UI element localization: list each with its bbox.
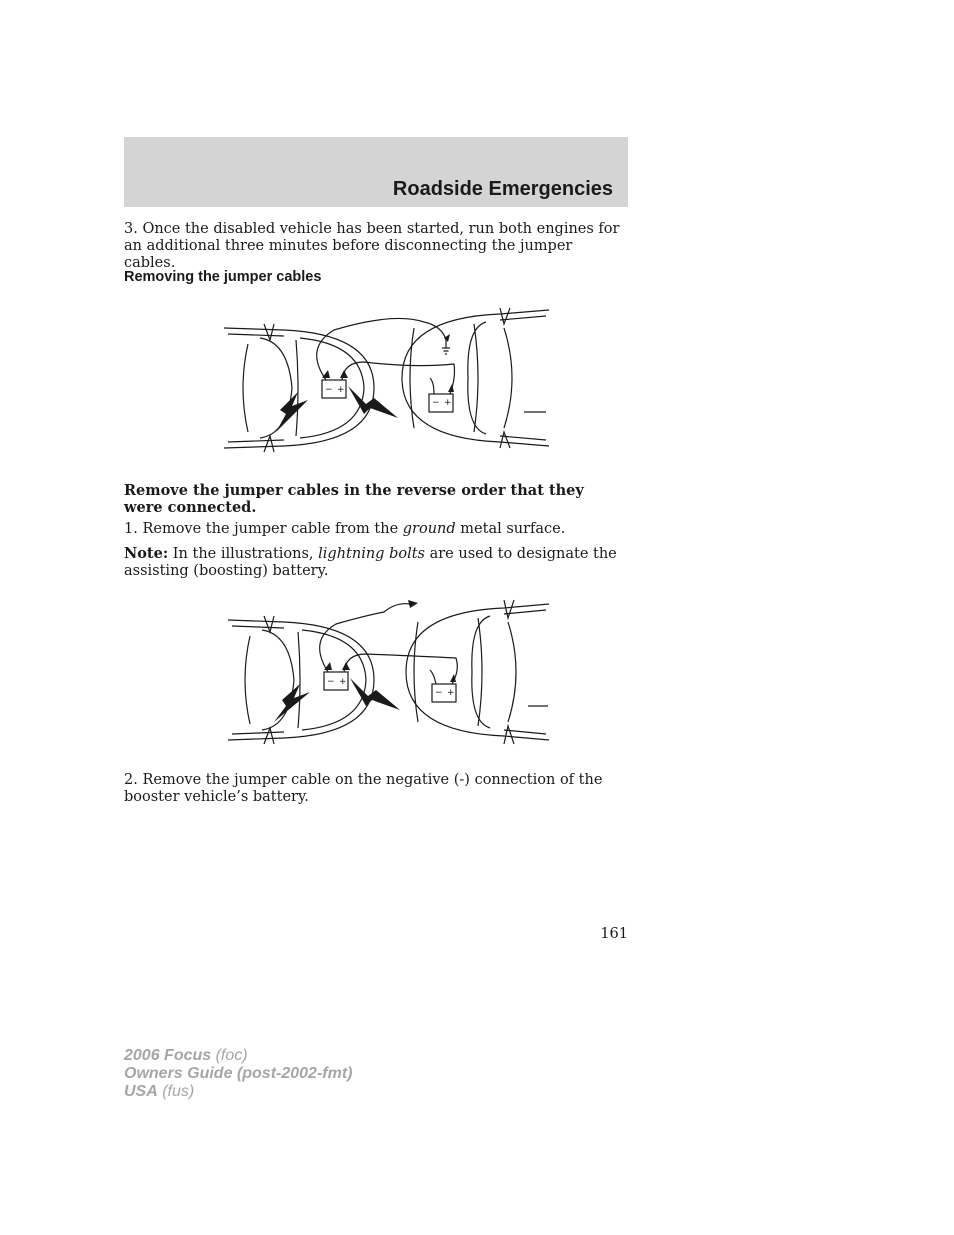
cable-booster-negative: [430, 378, 434, 394]
note-emphasis: lightning bolts: [318, 546, 425, 562]
figure-ground-cable-removed: [224, 598, 554, 758]
battery-plus-label: +: [339, 677, 347, 687]
booster-vehicle-outline: [402, 308, 549, 448]
figure-jumper-cables-connected: [224, 308, 554, 468]
warning-text: Remove the jumper cables in the reverse order that they were connected.: [124, 482, 584, 516]
battery-plus-label: +: [337, 385, 345, 395]
lightning-bolt-icon: [276, 392, 308, 432]
booster-vehicle-outline: [406, 600, 549, 744]
battery-plus-label: +: [444, 398, 452, 408]
note-text-part: In the illustrations,: [168, 546, 319, 562]
header-band: [124, 137, 628, 207]
step-1-text-part: 1. Remove the jumper cable from the: [124, 521, 403, 537]
page-number: 161: [600, 926, 628, 942]
footer-model-code: (foc): [211, 1047, 248, 1064]
disabled-vehicle-outline: [224, 324, 374, 452]
cable-clamp-icon: [408, 600, 418, 608]
cable-booster-negative: [430, 670, 436, 684]
note-text-part: are used to designate the assisting (boosting) battery.: [124, 546, 617, 579]
disabled-vehicle-outline: [228, 616, 374, 744]
step-1-text: [124, 521, 624, 538]
battery-minus-label: −: [325, 385, 333, 395]
step-1-text-part: metal surface.: [455, 521, 566, 537]
ground-symbol-icon: [442, 340, 450, 354]
cable-positive: [344, 654, 457, 684]
step-2-text: 2. Remove the jumper cable on the negative (-) connection of the booster vehicle’s battery.: [124, 772, 603, 805]
battery-minus-label: −: [435, 688, 443, 698]
note-label: Note:: [124, 545, 169, 562]
note-text: [124, 545, 624, 580]
step-1-emphasis: ground: [402, 521, 456, 537]
footer-line-market: [124, 1083, 352, 1101]
footer-market: USA: [124, 1083, 158, 1100]
page-title: Roadside Emergencies: [392, 178, 613, 200]
step-3-text: 3. Once the disabled vehicle has been started, run both engines for an additional three minutes before disconnecting the jumper cables.: [124, 221, 620, 271]
footer-line-guide: Owners Guide (post-2002-fmt): [124, 1065, 353, 1082]
battery-minus-label: −: [432, 398, 440, 408]
footer-model: 2006 Focus: [124, 1047, 212, 1064]
footer-line-model: [124, 1047, 352, 1065]
battery-plus-label: +: [447, 688, 455, 698]
footer-market-code: (fus): [157, 1083, 195, 1100]
battery-minus-label: −: [327, 677, 335, 687]
footer-doc-info: [124, 1047, 352, 1101]
cable-negative-loose: [320, 604, 410, 672]
section-subheading: Removing the jumper cables: [124, 269, 322, 285]
cable-negative: [317, 318, 446, 380]
lightning-bolt-icon: [274, 684, 310, 722]
